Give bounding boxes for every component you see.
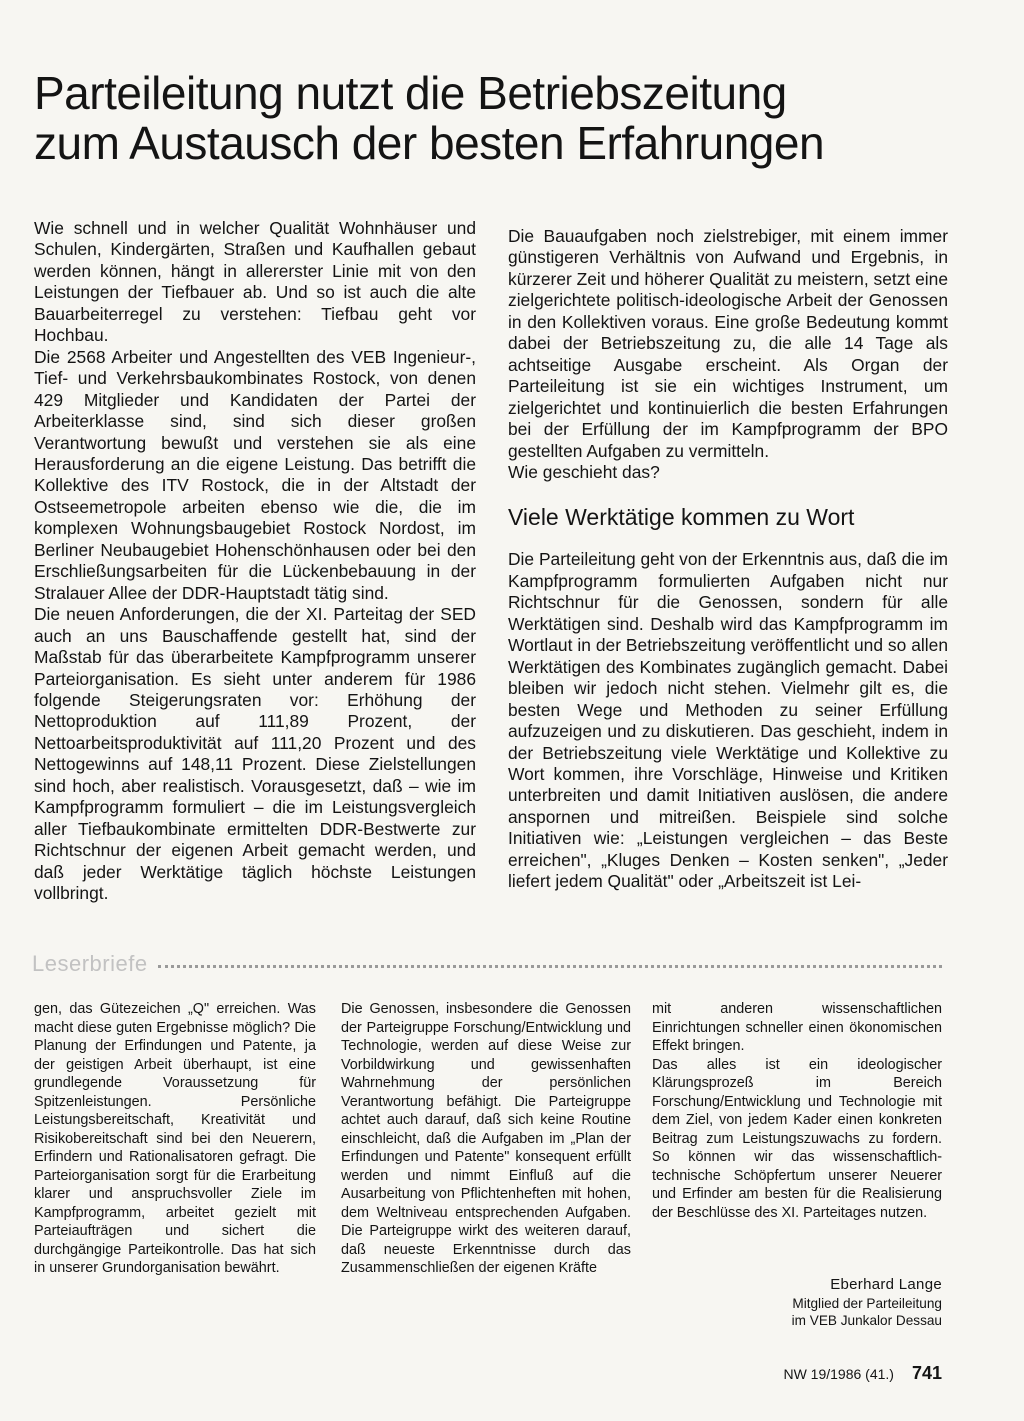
author-signature: [792, 1275, 942, 1329]
dotted-rule: [158, 965, 942, 968]
letter-column-1: [34, 1000, 316, 1278]
author-name: Eberhard Lange: [830, 1276, 942, 1293]
author-affiliation: im VEB Junkalor Dessau: [791, 1313, 942, 1328]
section-label: Leserbriefe: [32, 951, 148, 976]
article-paragraph: Die Parteileitung geht von der Erkenntnis aus, daß die im Kampfprogramm formulierten Aufgaben nicht nur Richtschnur für die Genossen, sondern für alle Werktätigen sind. Deshalb wird das Kampfprogramm im Wortlaut in der Betriebszeitung veröffentlicht und so allen Werktätigen des Kombinates zugänglich gemacht. Dabei bleiben wir jedoch nicht stehen. Vielmehr gilt es, die besten Wege und Methoden zu seiner Erfüllung aufzuzeigen und zu diskutieren. Das geschieht, indem in der Betriebszeitung viele Werktätige und Kollektive zu Wort kommen, ihre Vorschläge, Hinweise und Kritiken unterbreiten und damit Initiativen auslösen, die andere anspornen und mitreißen. Beispiele sind solche Initiativen wie: „Leistungen vergleichen – das Beste erreichen", „Kluges Denken – Kosten senken", „Jeder liefert jedem Qualität" oder „Arbeitszeit ist Lei-: [508, 549, 948, 892]
article-paragraph: Die neuen Anforderungen, die der XI. Parteitag der SED auch an uns Bauschaffende gestellt hat, sind der Maßstab für das überarbeitete Kampfprogramm unserer Parteiorganisation. Es sieht unter anderem für 1986 folgende Steigerungsraten vor: Erhöhung der Nettoproduktion auf 111,89 Prozent, der Nettoarbeitsproduktivität auf 111,20 Prozent und des Nettogewinns auf 148,11 Prozent. Diese Zielstellungen sind hoch, aber realistisch. Vorausgesetzt, daß – wie im Kampfprogramm formuliert – die im Leistungsvergleich aller Tiefbaukombinate ermittelten DDR-Bestwerte zur Richtschnur der eigenen Arbeit gemacht werden, und daß jeder Werktätige täglich höchste Leistungen vollbringt.: [34, 604, 476, 904]
letter-paragraph: Die Genossen, insbesondere die Genossen der Parteigruppe Forschung/Entwicklung und Technologie, werden auf diese Weise zur Vorbildwirkung und gewissenhaften Wahrnehmung der persönlichen Verantwortung befähigt. Die Parteigruppe achtet auch darauf, daß sich keine Routine einschleicht, daß die Aufgaben im „Plan der Erfindungen und Patente" konsequent erfüllt werden und nimmt Einfluß auf die Ausarbeitung von Pflichtenheften mit hohen, dem Weltniveau entsprechenden Aufgaben. Die Parteigruppe wirkt des weiteren darauf, daß neueste Erkenntnisse durch das Zusammenschließen der eigenen Kräfte: [341, 1001, 631, 1276]
article-title-line-2: zum Austausch der besten Erfahrungen: [34, 117, 825, 169]
article-paragraph: Die Bauaufgaben noch zielstrebiger, mit einem immer günstigeren Verhältnis von Aufwand und Ergebnis, in kürzerer Zeit und höherer Qualität zu meistern, setzt eine zielgerichtete politisch-ideologische Arbeit der Genossen in den Kollektiven voraus. Eine große Bedeutung kommt dabei der Betriebszeitung zu, die alle 14 Tage als achtseitige Ausgabe erscheint. Als Organ der Parteileitung ist sie ein wichtiges Instrument, um zielgerichtet und kontinuierlich die besten Erfahrungen bei der Erfüllung der im Kampfprogramm der BPO gestellten Aufgaben zu vermitteln.: [508, 226, 948, 461]
page-number: 741: [911, 1363, 942, 1383]
article-paragraph: Wie schnell und in welcher Qualität Wohnhäuser und Schulen, Kindergärten, Straßen und Kaufhallen gebaut werden können, hängt in allererster Linie mit von den Leistungen der Tiefbauer ab. Und so ist auch die alte Bauarbeiterregel zu verstehen: Tiefbau geht vor Hochbau.: [34, 218, 476, 346]
article-column-left: [34, 218, 476, 905]
letter-paragraph: Das alles ist ein ideologischer Klärungsprozeß im Bereich Forschung/Entwicklung und Technologie mit dem Ziel, von jedem Kader einen konkreten Beitrag zum Leistungszuwachs zu fordern. So können wir das wissenschaftlich-technische Schöpfertum unserer Neuerer und Erfinder am besten für die Realisierung der Beschlüsse des XI. Parteitages nutzen.: [652, 1056, 942, 1221]
letter-column-3: [652, 1000, 942, 1222]
article-question: Wie geschieht das?: [508, 461, 660, 482]
author-role: Mitglied der Parteileitung: [792, 1296, 942, 1311]
letter-paragraph: gen, das Gütezeichen „Q" erreichen. Was macht diese guten Ergebnisse möglich? Die Planung der Erfindungen und Patente, ja der geistigen Arbeit überhaupt, ist eine grundlegende Voraussetzung für Spitzenleistungen. Persönliche Leistungsbereitschaft, Kreativität und Risikobereitschaft sind bei den Neuerern, Erfindern und Rationalisatoren gefragt. Die Parteiorganisation sorgt für die Erarbeitung klarer und anspruchsvoller Ziele im Kampfprogramm, arbeitet gezielt mit Parteiaufträgen und sichert die durchgängige Parteikontrolle. Das hat sich in unserer Grundorganisation bewährt.: [34, 1001, 316, 1276]
article-title-line-1: Parteileitung nutzt die Betriebszeitung: [34, 67, 787, 119]
article-column-right: [508, 226, 948, 893]
page-footer: [783, 1363, 942, 1384]
letter-column-2: [341, 1000, 631, 1278]
article-title: [34, 68, 934, 168]
letter-paragraph: mit anderen wissenschaftlichen Einrichtungen schneller einen ökonomischen Effekt bringen.: [652, 1001, 942, 1054]
issue-reference: NW 19/1986 (41.): [783, 1366, 894, 1382]
section-divider: [32, 950, 942, 978]
article-subheading: Viele Werktätige kommen zu Wort: [508, 504, 855, 531]
article-paragraph: Die 2568 Arbeiter und Angestellten des VEB Ingenieur-, Tief- und Verkehrsbaukombinates Rostock, von denen 429 Mitglieder und Kandidaten der Partei der Arbeiterklasse sind, sind sich dieser großen Verantwortung bewußt und verstehen sie als eine Herausforderung an die eigene Leistung. Das betrifft die Kollektive des ITV Rostock, die in der Altstadt der Ostseemetropole arbeiten ebenso wie die, die im komplexen Wohnungsbaugebiet Rostock Nordost, im Berliner Neubaugebiet Hohenschönhausen oder bei den Erschließungsarbeiten für die Lückenbebauung in der Stralauer Allee der DDR-Hauptstadt tätig sind.: [34, 346, 476, 603]
